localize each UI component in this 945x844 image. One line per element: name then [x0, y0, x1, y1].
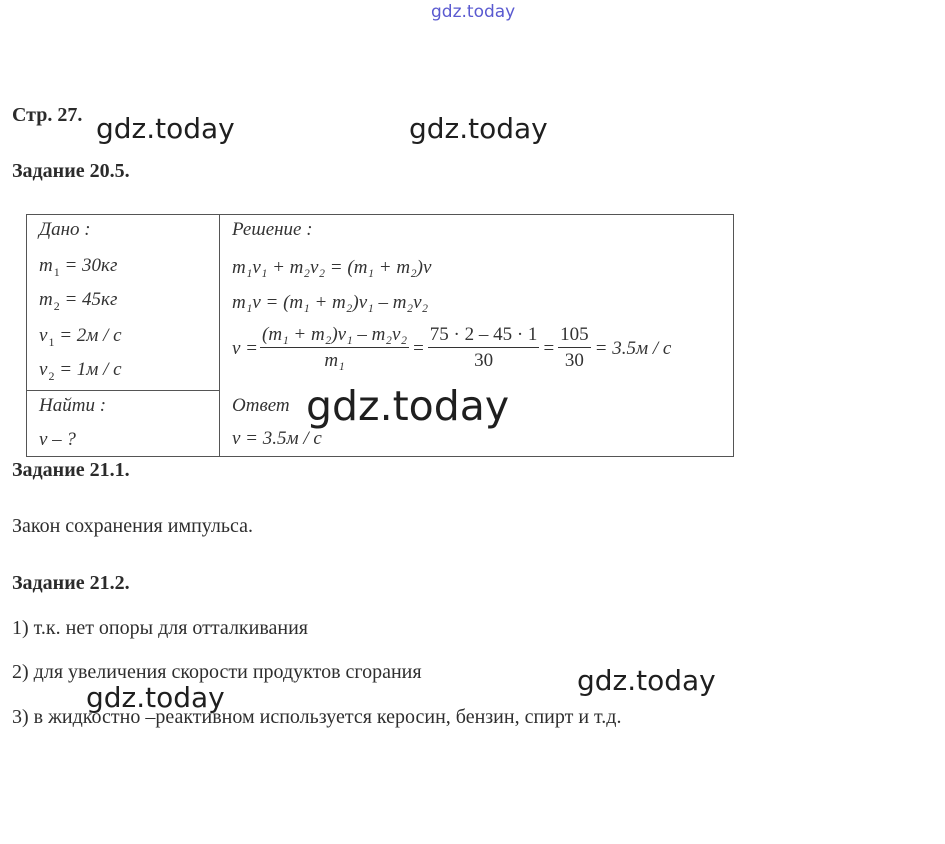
- task-20-5-table: [26, 214, 734, 457]
- eq3-lhs: v =: [232, 337, 259, 359]
- given-v2: $v_2 = 1м / с$: [39, 359, 122, 383]
- solution-cell: [220, 215, 734, 457]
- watermark-5: gdz.today: [86, 681, 225, 714]
- task-21-2-item-2: 2) для увеличения скорости продуктов сгорания: [12, 661, 422, 683]
- watermark-top: gdz.today: [431, 2, 516, 22]
- answer-value: v = 3.5м / с: [232, 428, 322, 449]
- watermark-1: gdz.today: [96, 112, 235, 145]
- given-v1: $v_1 = 2м / с$: [39, 325, 122, 349]
- watermark-3: gdz.today: [306, 382, 510, 430]
- equation-3: v = $\frac{\text{(m₁ + m₂)v₁ – m₂v₂}}{\text{m₁}}$ = $\frac{75 \cdot 2 - 45 \cdot 1}{30}$ = $\frac{105}{30}$ = 3.5м / с: [232, 323, 671, 374]
- answer-label: Ответ: [232, 395, 290, 416]
- find-cell: [27, 390, 220, 456]
- given-m1: $m_1 = 30кг$: [39, 255, 118, 279]
- solution-label: Решение :: [232, 219, 313, 240]
- task-21-2-heading: Задание 21.2.: [12, 572, 130, 594]
- given-cell: [27, 215, 220, 391]
- watermark-2: gdz.today: [409, 112, 548, 145]
- task-21-2-item-3: 3) в жидкостно –реактивном используется керосин, бензин, спирт и т.д.: [12, 706, 622, 728]
- fraction-symbolic: $\frac{\text{(m₁ + m₂)v₁ – m₂v₂}}{\text{m₁}}$: [262, 324, 408, 371]
- given-m2: $m_2 = 45кг$: [39, 289, 118, 313]
- task-21-1-text: Закон сохранения импульса.: [12, 515, 254, 537]
- equation-1: m₁v₁ + m₂v₂ = (m₁ + m₂)v: [232, 257, 432, 278]
- page-number: Стр. 27.: [12, 104, 83, 126]
- given-label: Дано :: [39, 219, 91, 240]
- fraction-numeric: $\frac{75 \cdot 2 - 45 \cdot 1}{30}$: [429, 324, 538, 371]
- equation-2: m₁v = (m₁ + m₂)v₁ – m₂v₂: [232, 292, 429, 313]
- find-value: v – ?: [39, 428, 76, 450]
- task-21-1-heading: Задание 21.1.: [12, 459, 130, 481]
- eq3-result: = 3.5м / с: [594, 337, 672, 359]
- task-21-2-item-1: 1) т.к. нет опоры для отталкивания: [12, 617, 309, 639]
- find-label: Найти :: [39, 394, 107, 416]
- task-20-5-heading: Задание 20.5.: [12, 160, 130, 182]
- watermark-4: gdz.today: [577, 664, 716, 697]
- fraction-result: $\frac{105}{30}$: [560, 324, 589, 371]
